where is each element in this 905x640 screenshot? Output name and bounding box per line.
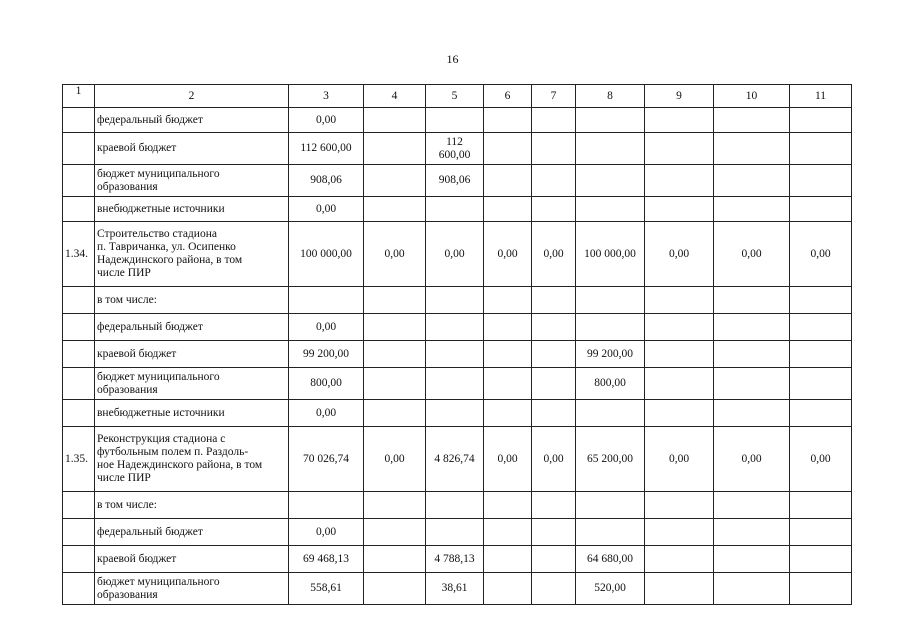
item-name-cell: краевой бюджет	[95, 546, 289, 573]
value-cell: 65 200,00	[576, 427, 645, 492]
value-cell	[532, 492, 576, 519]
value-cell	[532, 341, 576, 368]
value-cell	[645, 400, 714, 427]
value-cell	[484, 314, 532, 341]
value-cell: 0,00	[364, 427, 426, 492]
value-cell	[532, 546, 576, 573]
value-cell	[645, 197, 714, 222]
table-row	[63, 222, 852, 287]
column-number-cell: 11	[790, 85, 852, 108]
value-cell	[576, 287, 645, 314]
item-name-cell: бюджет муниципального образования	[95, 573, 289, 605]
value-cell	[532, 400, 576, 427]
value-cell	[645, 519, 714, 546]
table-row	[63, 108, 852, 133]
column-number-cell: 6	[484, 85, 532, 108]
value-cell: 0,00	[289, 519, 364, 546]
page-number: 16	[446, 52, 459, 66]
value-cell	[645, 165, 714, 197]
value-cell	[484, 287, 532, 314]
value-cell	[790, 400, 852, 427]
value-cell: 0,00	[532, 427, 576, 492]
value-cell	[364, 400, 426, 427]
value-cell	[532, 108, 576, 133]
column-number-cell: 4	[364, 85, 426, 108]
item-name-cell: бюджет муниципального образования	[95, 368, 289, 400]
item-name-cell: внебюджетные источники	[95, 197, 289, 222]
value-cell	[714, 197, 790, 222]
column-number-cell: 1	[63, 85, 95, 108]
value-cell: 4 788,13	[426, 546, 484, 573]
value-cell	[484, 368, 532, 400]
value-cell	[426, 197, 484, 222]
item-name-cell: в том числе:	[95, 492, 289, 519]
item-name-cell: в том числе:	[95, 287, 289, 314]
table-row	[63, 546, 852, 573]
value-cell	[645, 133, 714, 165]
value-cell: 0,00	[714, 222, 790, 287]
row-number-cell: 1.35.	[63, 427, 95, 492]
table-row	[63, 519, 852, 546]
value-cell	[790, 341, 852, 368]
value-cell	[364, 197, 426, 222]
value-cell: 100 000,00	[289, 222, 364, 287]
value-cell	[484, 197, 532, 222]
value-cell	[714, 165, 790, 197]
value-cell: 112 600,00	[426, 133, 484, 165]
table-row	[63, 287, 852, 314]
value-cell: 99 200,00	[576, 341, 645, 368]
value-cell	[576, 400, 645, 427]
value-cell	[790, 133, 852, 165]
value-cell	[532, 573, 576, 605]
value-cell: 0,00	[289, 400, 364, 427]
value-cell: 908,06	[289, 165, 364, 197]
value-cell: 99 200,00	[289, 341, 364, 368]
value-cell: 0,00	[645, 222, 714, 287]
value-cell: 800,00	[576, 368, 645, 400]
value-cell	[790, 519, 852, 546]
value-cell	[790, 492, 852, 519]
value-cell	[364, 492, 426, 519]
row-number-cell	[63, 108, 95, 133]
row-number-cell	[63, 287, 95, 314]
value-cell	[426, 400, 484, 427]
value-cell	[645, 492, 714, 519]
value-cell: 0,00	[790, 427, 852, 492]
value-cell	[364, 133, 426, 165]
value-cell	[645, 314, 714, 341]
value-cell	[790, 573, 852, 605]
value-cell: 38,61	[426, 573, 484, 605]
value-cell	[289, 492, 364, 519]
table-row	[63, 165, 852, 197]
value-cell	[645, 573, 714, 605]
value-cell	[714, 108, 790, 133]
value-cell	[484, 573, 532, 605]
value-cell	[714, 314, 790, 341]
row-number-cell	[63, 165, 95, 197]
value-cell: 4 826,74	[426, 427, 484, 492]
value-cell	[484, 108, 532, 133]
value-cell: 100 000,00	[576, 222, 645, 287]
value-cell	[426, 314, 484, 341]
value-cell	[714, 368, 790, 400]
value-cell	[790, 546, 852, 573]
value-cell: 0,00	[364, 222, 426, 287]
item-name-cell: федеральный бюджет	[95, 314, 289, 341]
value-cell	[364, 108, 426, 133]
value-cell: 558,61	[289, 573, 364, 605]
value-cell	[532, 287, 576, 314]
value-cell	[426, 368, 484, 400]
value-cell: 0,00	[790, 222, 852, 287]
value-cell	[790, 368, 852, 400]
row-number-cell	[63, 314, 95, 341]
value-cell: 64 680,00	[576, 546, 645, 573]
value-cell: 0,00	[532, 222, 576, 287]
value-cell	[576, 165, 645, 197]
value-cell	[790, 287, 852, 314]
value-cell	[364, 165, 426, 197]
value-cell	[532, 519, 576, 546]
value-cell	[426, 287, 484, 314]
value-cell: 70 026,74	[289, 427, 364, 492]
value-cell: 69 468,13	[289, 546, 364, 573]
item-name-cell: Строительство стадиона п. Тавричанка, ул. Осипенко Надеждинского района, в том числе ПИР	[95, 222, 289, 287]
table-row	[63, 573, 852, 605]
value-cell: 520,00	[576, 573, 645, 605]
value-cell	[364, 368, 426, 400]
value-cell: 0,00	[645, 427, 714, 492]
column-number-cell: 7	[532, 85, 576, 108]
value-cell	[714, 573, 790, 605]
table-row	[63, 314, 852, 341]
value-cell	[714, 519, 790, 546]
row-number-cell	[63, 197, 95, 222]
value-cell	[532, 368, 576, 400]
row-number-cell	[63, 400, 95, 427]
item-name-cell: федеральный бюджет	[95, 108, 289, 133]
row-number-cell	[63, 573, 95, 605]
value-cell	[484, 400, 532, 427]
column-number-cell: 8	[576, 85, 645, 108]
row-number-cell	[63, 368, 95, 400]
value-cell: 0,00	[289, 197, 364, 222]
value-cell	[790, 108, 852, 133]
value-cell	[576, 314, 645, 341]
value-cell	[426, 519, 484, 546]
row-number-cell: 1.34.	[63, 222, 95, 287]
value-cell	[532, 133, 576, 165]
column-number-cell: 5	[426, 85, 484, 108]
table-row	[63, 133, 852, 165]
column-number-cell: 2	[95, 85, 289, 108]
value-cell	[364, 573, 426, 605]
value-cell: 112 600,00	[289, 133, 364, 165]
item-name-cell: Реконструкция стадиона с футбольным полем п. Раздоль- ное Надеждинского района, в том числе ПИР	[95, 427, 289, 492]
value-cell: 908,06	[426, 165, 484, 197]
value-cell	[532, 314, 576, 341]
value-cell	[484, 165, 532, 197]
value-cell	[364, 287, 426, 314]
value-cell	[714, 287, 790, 314]
value-cell	[484, 519, 532, 546]
value-cell	[645, 368, 714, 400]
value-cell	[576, 492, 645, 519]
value-cell	[645, 546, 714, 573]
value-cell	[714, 546, 790, 573]
value-cell	[714, 133, 790, 165]
header-row	[63, 85, 852, 108]
value-cell	[576, 133, 645, 165]
value-cell	[532, 165, 576, 197]
table-row	[63, 400, 852, 427]
value-cell	[714, 400, 790, 427]
value-cell	[484, 492, 532, 519]
value-cell: 0,00	[714, 427, 790, 492]
row-number-cell	[63, 341, 95, 368]
value-cell	[645, 108, 714, 133]
value-cell	[364, 546, 426, 573]
row-number-cell	[63, 519, 95, 546]
value-cell	[484, 341, 532, 368]
table-row	[63, 492, 852, 519]
value-cell	[484, 133, 532, 165]
table-row	[63, 427, 852, 492]
value-cell	[364, 341, 426, 368]
value-cell	[289, 287, 364, 314]
value-cell	[484, 546, 532, 573]
item-name-cell: бюджет муниципального образования	[95, 165, 289, 197]
table-row	[63, 341, 852, 368]
value-cell	[364, 519, 426, 546]
row-number-cell	[63, 133, 95, 165]
value-cell	[426, 341, 484, 368]
value-cell	[426, 108, 484, 133]
item-name-cell: краевой бюджет	[95, 341, 289, 368]
item-name-cell: краевой бюджет	[95, 133, 289, 165]
value-cell	[714, 341, 790, 368]
item-name-cell: внебюджетные источники	[95, 400, 289, 427]
row-number-cell	[63, 492, 95, 519]
value-cell	[790, 197, 852, 222]
value-cell: 0,00	[289, 314, 364, 341]
value-cell: 0,00	[426, 222, 484, 287]
row-number-cell	[63, 546, 95, 573]
value-cell	[790, 165, 852, 197]
column-number-cell: 10	[714, 85, 790, 108]
value-cell: 800,00	[289, 368, 364, 400]
item-name-cell: федеральный бюджет	[95, 519, 289, 546]
value-cell	[790, 314, 852, 341]
value-cell	[714, 492, 790, 519]
table-row	[63, 368, 852, 400]
value-cell: 0,00	[289, 108, 364, 133]
value-cell	[576, 519, 645, 546]
budget-table	[62, 84, 852, 605]
value-cell	[576, 197, 645, 222]
column-number-cell: 9	[645, 85, 714, 108]
value-cell: 0,00	[484, 222, 532, 287]
value-cell	[426, 492, 484, 519]
column-number-cell: 3	[289, 85, 364, 108]
value-cell	[645, 341, 714, 368]
value-cell	[576, 108, 645, 133]
value-cell	[532, 197, 576, 222]
table-row	[63, 197, 852, 222]
value-cell	[645, 287, 714, 314]
table-body	[63, 85, 852, 605]
value-cell: 0,00	[484, 427, 532, 492]
value-cell	[364, 314, 426, 341]
